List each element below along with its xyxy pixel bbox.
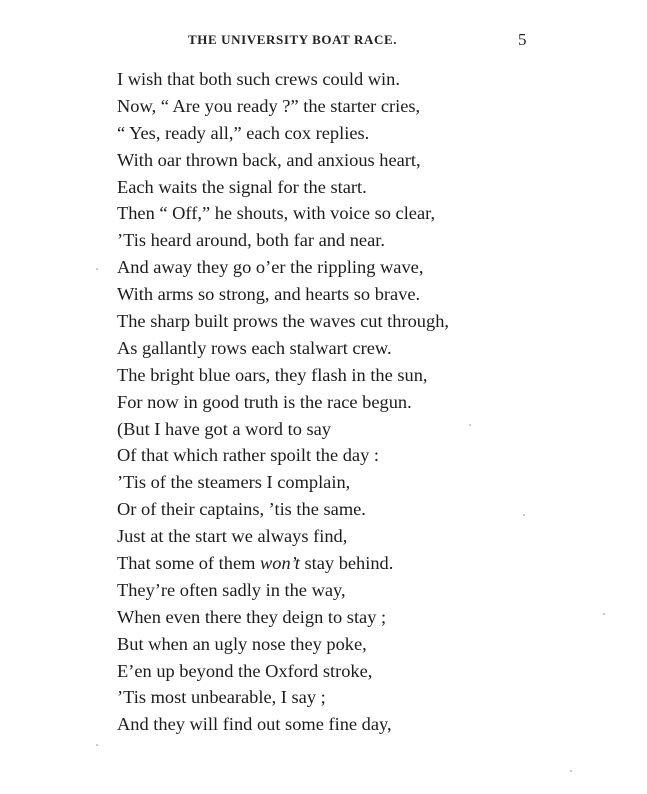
poem-line: Each waits the signal for the start. [117, 176, 367, 197]
page-number: 5 [518, 30, 527, 49]
poem-line: As gallantly rows each stalwart crew. [117, 337, 392, 358]
poem-line-italic: won’t [260, 553, 300, 574]
poem-line: Of that which rather spoilt the day : [117, 445, 379, 466]
poem-line: Just at the start we always find, [117, 526, 348, 547]
poem-line: E’en up beyond the Oxford stroke, [117, 660, 373, 681]
poem-text [117, 66, 537, 738]
paper-speck [523, 514, 525, 516]
poem-line [117, 550, 537, 577]
poem-line: Or of their captains, ’tis the same. [117, 499, 366, 520]
poem-line: The sharp built prows the waves cut through, [117, 311, 449, 332]
running-title: THE UNIVERSITY BOAT RACE. [188, 32, 398, 47]
poem-line: With arms so strong, and hearts so brave. [117, 284, 421, 305]
poem-line: And they will find out some fine day, [117, 714, 392, 735]
paper-speck [96, 744, 98, 746]
paper-speck [96, 268, 98, 270]
poem-line: And away they go o’er the rippling wave, [117, 257, 424, 278]
poem-line: ’Tis of the steamers I complain, [117, 472, 351, 493]
poem-line: With oar thrown back, and anxious heart, [117, 149, 421, 170]
poem-line: I wish that both such crews could win. [117, 69, 400, 89]
poem-line: ’Tis most unbearable, I say ; [117, 687, 326, 708]
poem-line-text: That some of them [117, 553, 261, 574]
poem-line-text: stay behind. [299, 553, 394, 574]
poem-line: “ Yes, ready all,” each cox replies. [117, 122, 370, 143]
poem-line: When even there they deign to stay ; [117, 606, 387, 627]
poem-line: Then “ Off,” he shouts, with voice so clear, [117, 203, 436, 224]
paper-speck [570, 770, 572, 772]
poem-line: ’Tis heard around, both far and near. [117, 230, 385, 251]
paper-speck [603, 613, 605, 615]
poem-line: Now, “ Are you ready ?” the starter cries, [117, 95, 421, 116]
poem-line: The bright blue oars, they flash in the sun, [117, 364, 428, 385]
poem-line: For now in good truth is the race begun. [117, 391, 412, 412]
running-head [0, 30, 647, 52]
poem-line: They’re often sadly in the way, [117, 579, 346, 600]
poem-line: But when an ugly nose they poke, [117, 633, 367, 654]
poem-line: (But I have got a word to say [117, 418, 331, 439]
paper-speck [469, 424, 471, 426]
